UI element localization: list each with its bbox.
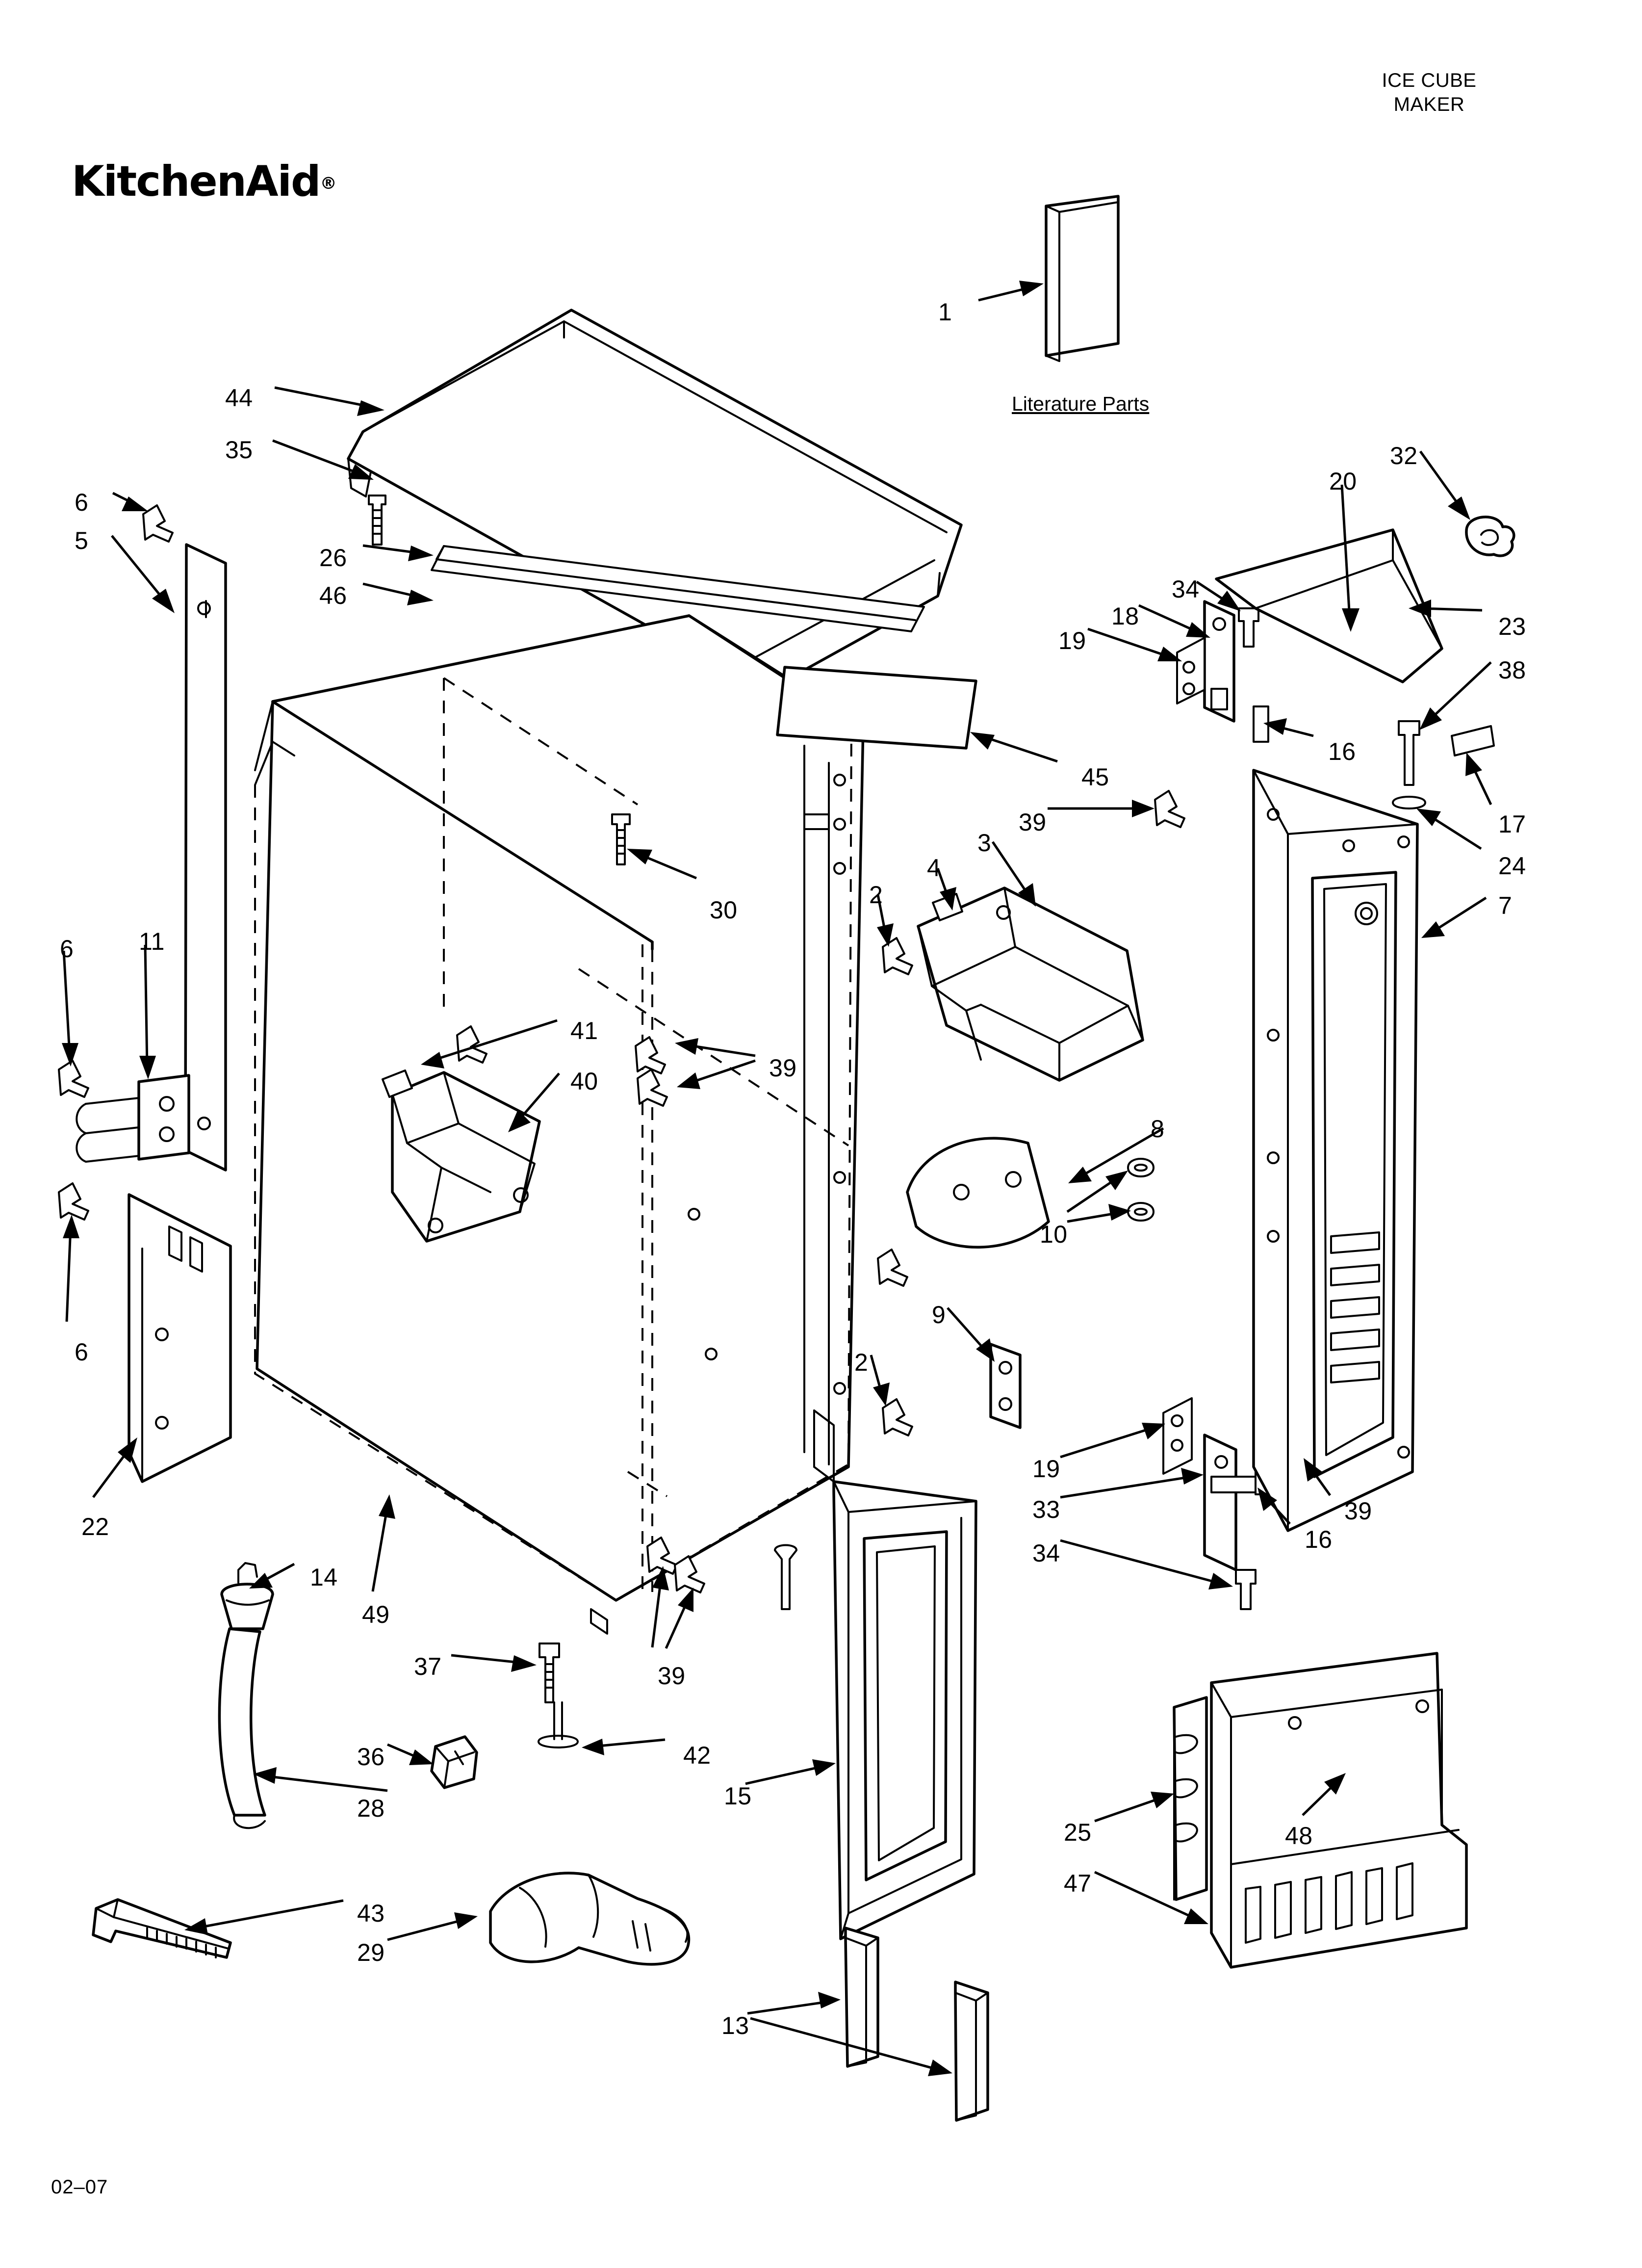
callout-number: 10 [1040,1221,1068,1248]
callout-number: 44 [225,384,253,412]
revision-date: 02–07 [51,2176,108,2198]
callout-number: 11 [139,928,165,955]
callout-number: 18 [1111,602,1139,630]
callout-number: 3 [977,829,992,857]
callout-number: 2 [869,881,883,909]
callout-number: 42 [683,1742,711,1769]
group-label-literature-parts [1012,392,1149,416]
callout-number: 40 [570,1068,598,1095]
part-hinge-11 [77,1075,189,1162]
part-scoop-29 [490,1873,689,1964]
callout-number: 14 [310,1564,338,1591]
callout-number: 15 [724,1782,752,1810]
callout-number: 16 [1328,738,1356,765]
callout-number: 26 [319,544,347,572]
callout-number: 9 [932,1301,946,1329]
part-chute-3 [918,888,1143,1080]
callout-number: 32 [1390,442,1418,469]
callout-number: 45 [1081,763,1109,791]
callout-number: 29 [357,1939,385,1966]
callout-number: 13 [721,2012,749,2039]
callout-number: 35 [225,436,253,464]
callout-number: 33 [1032,1496,1060,1523]
part-grille-47 [1211,1653,1466,1967]
callout-number: 6 [75,489,89,516]
part-sheet-45 [777,667,976,748]
part-tube-28 [219,1563,273,1828]
callout-number: 4 [927,854,941,882]
callout-number: 30 [710,896,738,924]
callout-number: 2 [854,1349,869,1376]
callout-number: 1 [938,298,952,326]
brand-name: KitchenAid [72,157,320,206]
part-trim-13 [846,1928,988,2120]
part-frame-15 [834,1482,976,1939]
part-strap-43 [93,1900,231,1957]
callout-number: 17 [1498,810,1526,838]
callout-number: 19 [1032,1455,1060,1483]
callout-number: 43 [357,1900,385,1927]
callout-number: 37 [414,1653,442,1680]
page-title-line2: MAKER [1393,93,1465,115]
callout-number: 36 [357,1743,385,1771]
part-grommets-10 [1128,1159,1154,1221]
part-pad-8 [907,1138,1049,1247]
part-bracket-5 [185,545,226,1170]
callout-number: 38 [1498,656,1526,684]
callout-number: 34 [1172,575,1200,603]
part-trim-20 [1216,530,1442,682]
callout-number: 23 [1498,613,1526,640]
part-hinge-18 [1177,601,1234,721]
callout-number: 47 [1064,1870,1092,1897]
part-hinge-33 [1163,1398,1256,1570]
callout-number: 22 [81,1513,109,1540]
callout-number: 6 [60,935,74,963]
part-bracket-22 [129,1195,231,1482]
callout-number: 16 [1305,1526,1333,1553]
part-latch-9 [991,1344,1020,1428]
part-literature [1046,196,1118,361]
callout-number: 49 [362,1601,390,1628]
callout-number: 5 [75,527,89,554]
part-cap-32 [1466,517,1514,556]
part-door-7 [1254,770,1417,1531]
callout-number: 48 [1285,1822,1313,1850]
callout-number: 6 [75,1338,89,1366]
callout-number: 8 [1151,1115,1165,1143]
group-label-text: Literature Parts [1012,392,1150,415]
part-clip-25 [1174,1697,1206,1900]
callout-number: 20 [1329,468,1357,495]
callout-number: 28 [357,1795,385,1822]
callout-number: 39 [769,1054,797,1082]
callout-number: 34 [1032,1539,1060,1567]
callout-number: 46 [319,582,347,609]
part-cabinet-liner [255,616,863,1634]
part-fitting-36 [432,1737,477,1788]
brand-logo [72,157,336,206]
page-title-line1: ICE CUBE [1382,70,1477,91]
callout-number: 41 [570,1017,598,1044]
page-title [1326,69,1532,117]
callout-number: 7 [1498,892,1513,919]
callout-number: 24 [1498,852,1526,880]
callout-number: 39 [658,1662,686,1690]
callout-number: 39 [1344,1497,1372,1525]
brand-registered-mark: ® [320,174,336,193]
callout-number: 25 [1064,1819,1092,1846]
callout-number: 39 [1019,808,1047,836]
callout-number: 19 [1058,627,1086,654]
